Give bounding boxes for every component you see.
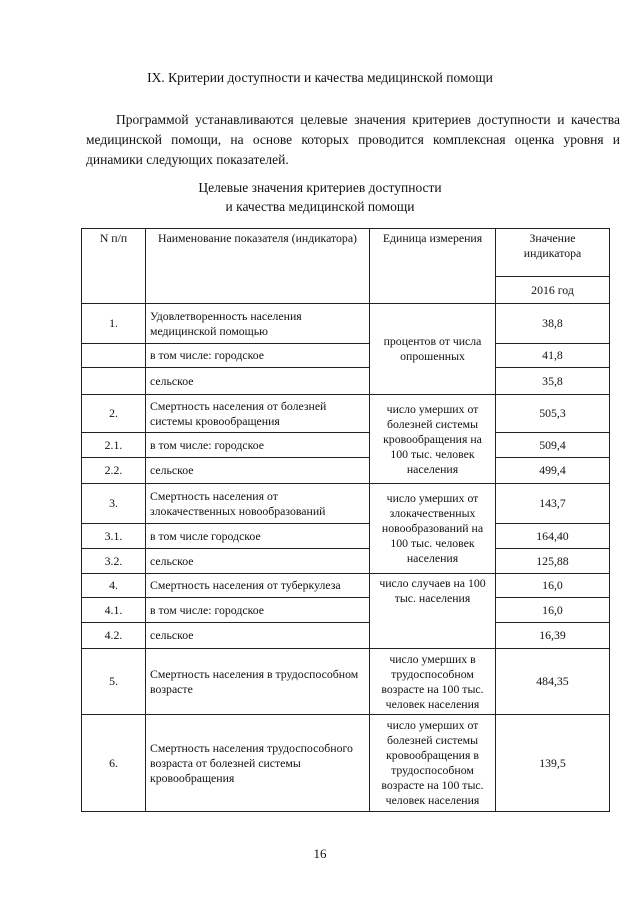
- row-value: 143,7: [496, 484, 610, 524]
- row-value: 125,88: [496, 549, 610, 574]
- row-name: в том числе: городское: [146, 598, 370, 623]
- row-value: 484,35: [496, 649, 610, 715]
- row-name: Смертность населения от болезней системы кровообращения: [146, 395, 370, 433]
- table-row: [82, 395, 610, 433]
- row-value: 509,4: [496, 433, 610, 458]
- row-num: 5.: [82, 649, 146, 715]
- table-row: [82, 344, 610, 368]
- table-row: [82, 574, 610, 598]
- row-num: 3.: [82, 484, 146, 524]
- row-num: 4.: [82, 574, 146, 598]
- row-name: сельское: [146, 458, 370, 484]
- row-name: в том числе городское: [146, 524, 370, 549]
- row-num: 2.2.: [82, 458, 146, 484]
- row-name: в том числе: городское: [146, 344, 370, 368]
- intro-paragraph: Программой устанавливаются целевые значения критериев доступности и качества медицинской помощи, на основе которых проводится комплексная оценка уровня и динамики следующих показателей.: [86, 112, 620, 167]
- row-name: в том числе: городское: [146, 433, 370, 458]
- row-value: 164,40: [496, 524, 610, 549]
- row-value: 41,8: [496, 344, 610, 368]
- table-row: [82, 715, 610, 812]
- row-num: 6.: [82, 715, 146, 812]
- table-row: [82, 623, 610, 649]
- row-name: сельское: [146, 368, 370, 395]
- table-row: [82, 549, 610, 574]
- row-unit: число умерших от болезней системы кровообращения в трудоспособном возрасте на 100 тыс. человек населения: [370, 715, 496, 812]
- row-name: Смертность населения от туберкулеза: [146, 574, 370, 598]
- row-value: 499,4: [496, 458, 610, 484]
- table-row: [82, 433, 610, 458]
- table-row: [82, 458, 610, 484]
- row-name: сельское: [146, 623, 370, 649]
- header-num: N п/п: [82, 229, 146, 304]
- criteria-table: [81, 228, 610, 812]
- row-value: 139,5: [496, 715, 610, 812]
- table-row: [82, 368, 610, 395]
- row-unit: число умерших от злокачественных новообразований на 100 тыс. человек населения: [370, 484, 496, 574]
- header-unit: Единица измерения: [370, 229, 496, 304]
- row-name: Смертность населения от злокачественных новообразований: [146, 484, 370, 524]
- row-unit: число умерших от болезней системы кровообращения на 100 тыс. человек населения: [370, 395, 496, 484]
- row-value: 38,8: [496, 304, 610, 344]
- row-num: [82, 368, 146, 395]
- row-name: Удовлетворенность населения медицинской помощью: [146, 304, 370, 344]
- row-num: 2.1.: [82, 433, 146, 458]
- row-num: 3.2.: [82, 549, 146, 574]
- row-num: 4.1.: [82, 598, 146, 623]
- table-title: [0, 178, 640, 216]
- row-value: 16,0: [496, 574, 610, 598]
- table-row: [82, 598, 610, 623]
- row-value: 505,3: [496, 395, 610, 433]
- row-name: сельское: [146, 549, 370, 574]
- table-row: [82, 484, 610, 524]
- header-year: 2016 год: [496, 277, 610, 304]
- row-name: Смертность населения в трудоспособном возрасте: [146, 649, 370, 715]
- row-value: 16,0: [496, 598, 610, 623]
- row-value: 16,39: [496, 623, 610, 649]
- row-num: 4.2.: [82, 623, 146, 649]
- row-unit: число умерших в трудоспособном возрасте на 100 тыс. человек населения: [370, 649, 496, 715]
- section-heading: IX. Критерии доступности и качества медицинской помощи: [147, 70, 493, 85]
- row-value: 35,8: [496, 368, 610, 395]
- page-number: 16: [313, 846, 327, 861]
- row-name: Смертность населения трудоспособного возраста от болезней системы кровообращения: [146, 715, 370, 812]
- row-num: [82, 344, 146, 368]
- row-unit: число случаев на 100 тыс. населения: [370, 574, 496, 649]
- row-num: 2.: [82, 395, 146, 433]
- table-title-line-2: и качества медицинской помощи: [225, 199, 415, 214]
- header-value: Значение индикатора: [496, 229, 610, 277]
- table-row: [82, 304, 610, 344]
- table-title-line-1: Целевые значения критериев доступности: [198, 180, 442, 195]
- header-row: [82, 229, 610, 277]
- row-num: 3.1.: [82, 524, 146, 549]
- row-unit: процентов от числа опрошенных: [370, 304, 496, 395]
- header-name: Наименование показателя (индикатора): [146, 229, 370, 304]
- row-num: 1.: [82, 304, 146, 344]
- table-row: [82, 524, 610, 549]
- table-row: [82, 649, 610, 715]
